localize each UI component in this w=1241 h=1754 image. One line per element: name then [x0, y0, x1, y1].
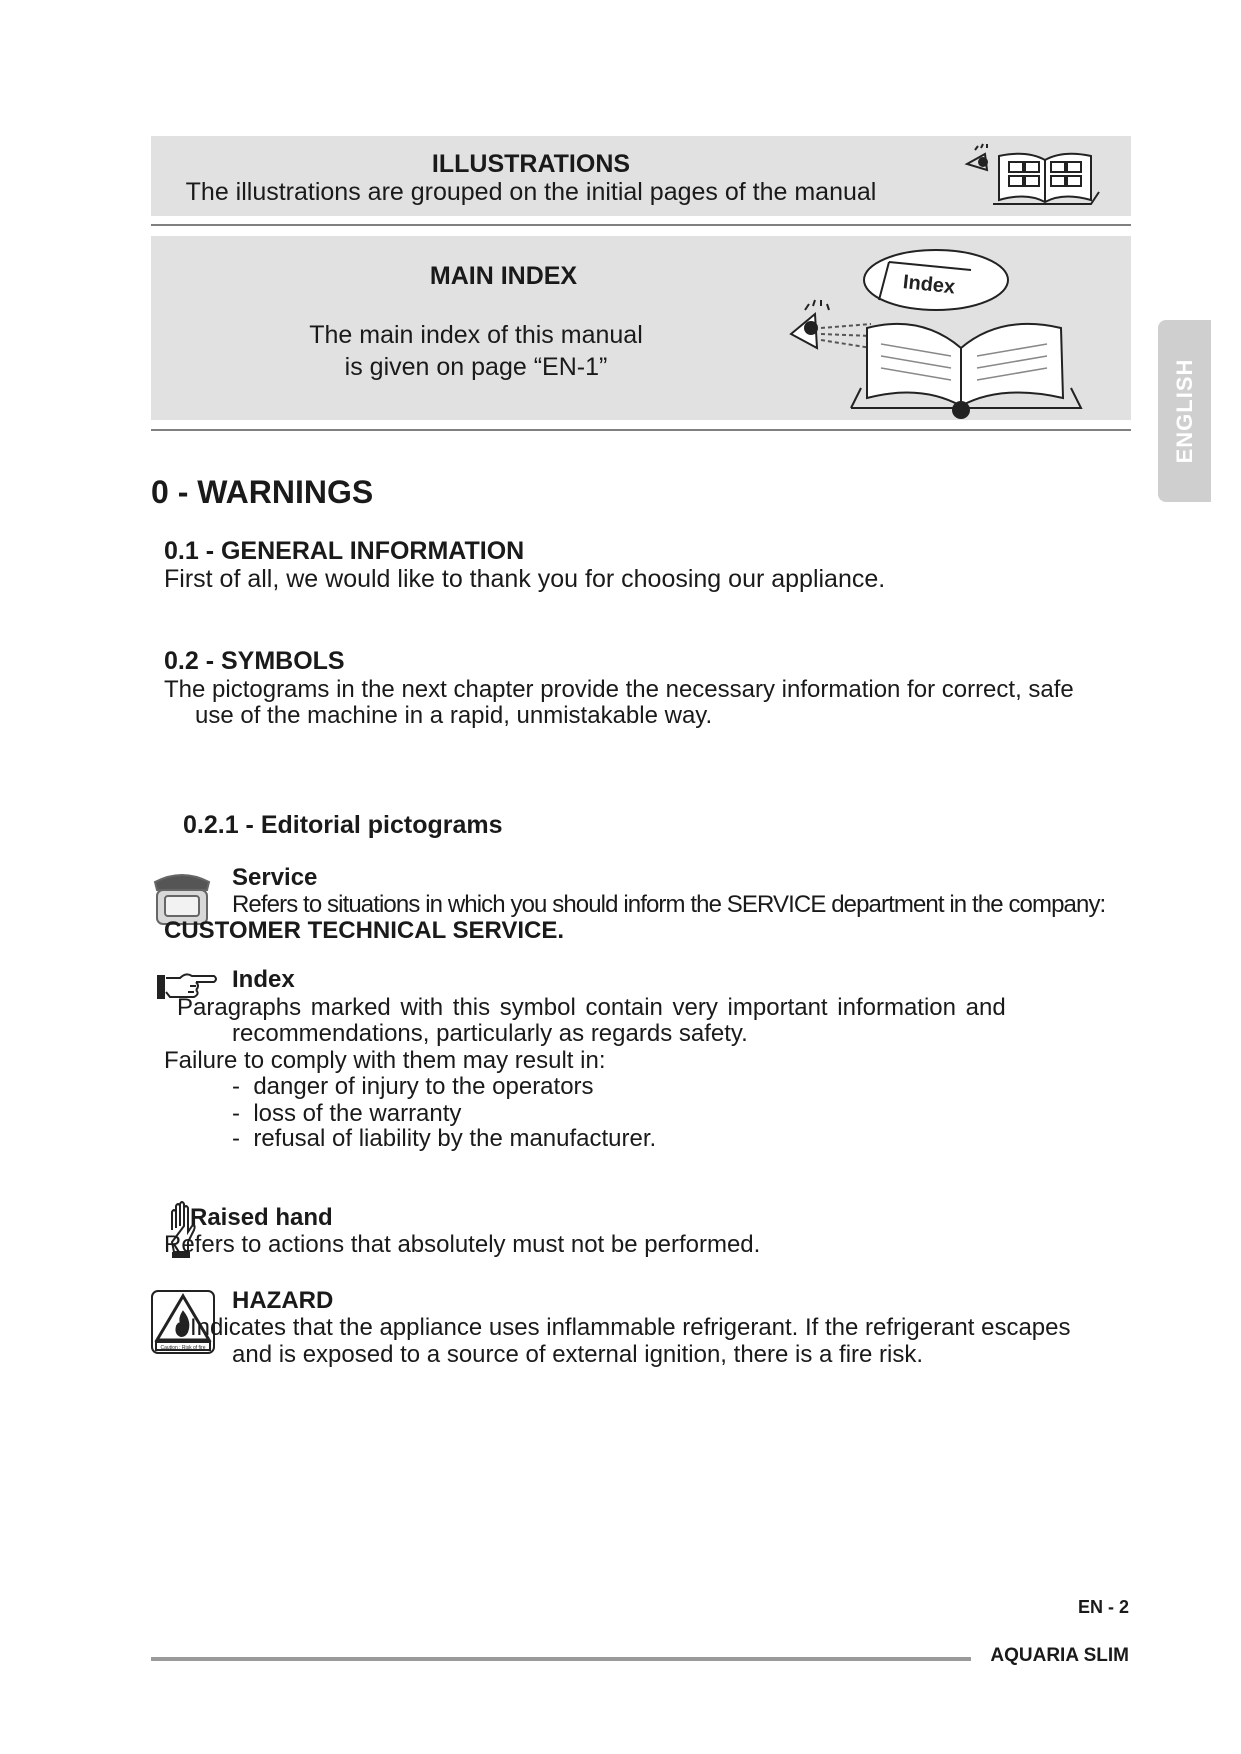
index-title: Index — [232, 966, 295, 993]
divider — [151, 429, 1131, 431]
service-text-line2: CUSTOMER TECHNICAL SERVICE. — [164, 917, 565, 944]
list-item: - loss of the warranty — [232, 1100, 462, 1127]
main-index-line1: The main index of this manual — [309, 321, 643, 349]
main-index-box — [151, 236, 1131, 420]
heading-general-information: 0.1 - GENERAL INFORMATION — [164, 537, 525, 565]
list-item: - refusal of liability by the manufacturer. — [232, 1125, 657, 1152]
heading-symbols: 0.2 - SYMBOLS — [164, 647, 345, 675]
service-text-line1: Refers to situations in which you should inform the SERVICE department in the company: — [232, 891, 1106, 918]
open-book-eye-icon — [957, 144, 1127, 210]
heading-editorial-pictograms: 0.2.1 - Editorial pictograms — [183, 811, 503, 839]
list-item: - danger of injury to the operators — [232, 1073, 594, 1100]
page-number: EN - 2 — [1077, 1597, 1129, 1617]
hazard-text-line2: and is exposed to a source of external ignition, there is a fire risk. — [232, 1341, 924, 1368]
section-title-warnings: 0 - WARNINGS — [151, 474, 374, 510]
general-information-text: First of all, we would like to thank you for choosing our appliance. — [164, 565, 886, 593]
index-text-line1: Paragraphs marked with this symbol contain very important information and — [177, 994, 1006, 1021]
footer-line — [151, 1657, 971, 1661]
symbols-text-line1: The pictograms in the next chapter provide the necessary information for correct, safe — [164, 676, 1074, 703]
hazard-icon-caption: Caution : Risk of fire — [160, 1345, 206, 1351]
divider — [151, 224, 1131, 226]
hazard-title: HAZARD — [232, 1287, 334, 1314]
service-title: Service — [232, 864, 318, 891]
index-text-line3: Failure to comply with them may result in: — [164, 1047, 606, 1074]
illustrations-box — [151, 136, 1131, 216]
symbols-text-line2: use of the machine in a rapid, unmistakable way. — [195, 702, 713, 729]
index-book-eye-icon — [781, 248, 1121, 418]
language-tab-label: ENGLISH — [1171, 358, 1197, 464]
hazard-text-line1: Indicates that the appliance uses inflammable refrigerant. If the refrigerant escapes — [190, 1314, 1071, 1341]
raised-hand-title: Raised hand — [190, 1204, 333, 1231]
illustrations-text: The illustrations are grouped on the initial pages of the manual — [185, 178, 877, 206]
main-index-line2: is given on page “EN-1” — [344, 353, 608, 381]
product-name: AQUARIA SLIM — [990, 1645, 1129, 1666]
illustrations-title: ILLUSTRATIONS — [431, 150, 631, 178]
raised-hand-text: Refers to actions that absolutely must not be performed. — [164, 1231, 761, 1258]
index-bubble-label: Index — [901, 271, 957, 299]
main-index-title: MAIN INDEX — [429, 262, 578, 290]
language-tab[interactable] — [1158, 320, 1211, 502]
index-text-line2: recommendations, particularly as regards safety. — [232, 1020, 748, 1047]
